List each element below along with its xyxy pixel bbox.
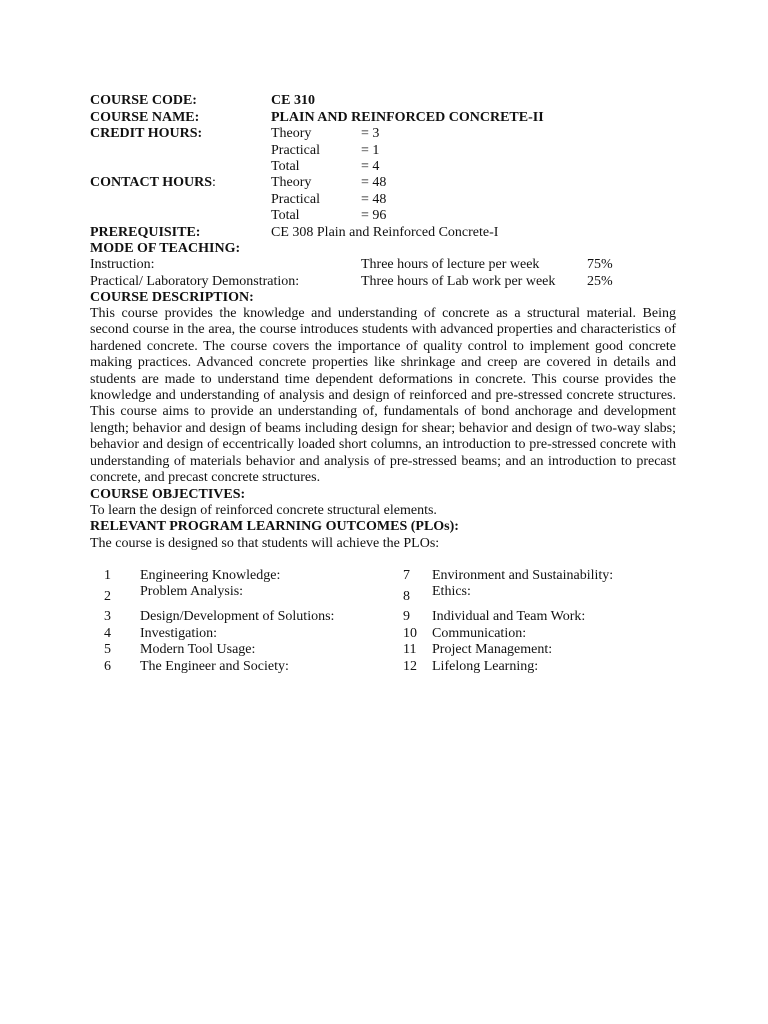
plo-number: 3 bbox=[104, 609, 111, 624]
prerequisite-label: PREREQUISITE: bbox=[90, 225, 201, 240]
mode-practical-label: Practical/ Laboratory Demonstration: bbox=[90, 274, 300, 289]
credit-hours-label: CREDIT HOURS: bbox=[90, 126, 203, 141]
plo-item: Modern Tool Usage: bbox=[140, 642, 256, 657]
course-objective-text: To learn the design of reinforced concrete structural elements. bbox=[90, 503, 437, 518]
plo-number: 12 bbox=[403, 659, 417, 674]
contact-total-value: = 96 bbox=[361, 208, 387, 223]
plo-number: 5 bbox=[104, 642, 111, 657]
course-name-label: COURSE NAME: bbox=[90, 110, 200, 125]
plo-item: The Engineer and Society: bbox=[140, 659, 289, 674]
course-objectives-label: COURSE OBJECTIVES: bbox=[90, 487, 246, 502]
contact-theory-value: = 48 bbox=[361, 175, 387, 190]
plo-item: Problem Analysis: bbox=[140, 584, 244, 599]
plo-item: Engineering Knowledge: bbox=[140, 568, 281, 583]
plo-item: Lifelong Learning: bbox=[432, 659, 539, 674]
plo-item: Design/Development of Solutions: bbox=[140, 609, 335, 624]
contact-practical-value: = 48 bbox=[361, 192, 387, 207]
contact-total-label: Total bbox=[271, 208, 300, 223]
contact-practical-label: Practical bbox=[271, 192, 320, 207]
mode-instruction-label: Instruction: bbox=[90, 257, 155, 272]
prerequisite-value: CE 308 Plain and Reinforced Concrete-I bbox=[271, 225, 499, 240]
course-code-label: COURSE CODE: bbox=[90, 93, 197, 108]
plo-number: 11 bbox=[403, 642, 417, 657]
contact-hours-colon: : bbox=[212, 175, 216, 190]
contact-theory-label: Theory bbox=[271, 175, 312, 190]
plo-number: 7 bbox=[403, 568, 410, 583]
plo-item: Environment and Sustainability: bbox=[432, 568, 614, 583]
plo-label: RELEVANT PROGRAM LEARNING OUTCOMES (PLOs): bbox=[90, 519, 459, 534]
mode-instruction-pct: 75% bbox=[587, 257, 613, 272]
mode-practical-desc: Three hours of Lab work per week bbox=[361, 274, 556, 289]
plo-item: Individual and Team Work: bbox=[432, 609, 586, 624]
credit-total-label: Total bbox=[271, 159, 300, 174]
course-code-value: CE 310 bbox=[271, 93, 315, 108]
credit-theory-label: Theory bbox=[271, 126, 312, 141]
credit-practical-label: Practical bbox=[271, 143, 320, 158]
plo-number: 6 bbox=[104, 659, 111, 674]
course-name-value: PLAIN AND REINFORCED CONCRETE-II bbox=[271, 110, 544, 125]
mode-instruction-desc: Three hours of lecture per week bbox=[361, 257, 540, 272]
course-description-label: COURSE DESCRIPTION: bbox=[90, 290, 254, 305]
plo-number: 1 bbox=[104, 568, 111, 583]
plo-intro: The course is designed so that students will achieve the PLOs: bbox=[90, 536, 440, 551]
plo-item: Communication: bbox=[432, 626, 527, 641]
plo-number: 9 bbox=[403, 609, 410, 624]
credit-theory-value: = 3 bbox=[361, 126, 380, 141]
contact-hours-label-text: CONTACT HOURS bbox=[90, 175, 213, 190]
credit-practical-value: = 1 bbox=[361, 143, 380, 158]
contact-hours-label bbox=[90, 175, 216, 191]
mode-practical-pct: 25% bbox=[587, 274, 613, 289]
plo-number: 2 bbox=[104, 589, 111, 604]
plo-number: 4 bbox=[104, 626, 111, 641]
plo-number: 10 bbox=[403, 626, 417, 641]
plo-item: Ethics: bbox=[432, 584, 471, 599]
plo-item: Project Management: bbox=[432, 642, 553, 657]
plo-number: 8 bbox=[403, 589, 410, 604]
course-description-text: This course provides the knowledge and understanding of concrete as a structural material. Being second course in the area, the course introduces students with advanced properties and characteristics of hardened concrete. The course covers the importance of quality control to implement good concrete making practices. Advanced concrete properties like shrinkage and creep are covered in details and students are made to understand time dependent deformations in concrete. This course provides the knowledge and understanding of analysis and design of reinforced and pre-stressed concrete structures. This course aims to provide an understanding of, fundamentals of bond anchorage and development length; behavior and design of beams including design for shear; behavior and design of two-way slabs; behavior and design of eccentrically loaded short columns, an introduction to pre-stressed concrete with understanding of materials behavior and analysis of pre-stressed beams; and an introduction to precast concrete, and precast concrete structures. bbox=[90, 306, 676, 486]
credit-total-value: = 4 bbox=[361, 159, 380, 174]
plo-item: Investigation: bbox=[140, 626, 217, 641]
mode-of-teaching-label: MODE OF TEACHING: bbox=[90, 241, 241, 256]
